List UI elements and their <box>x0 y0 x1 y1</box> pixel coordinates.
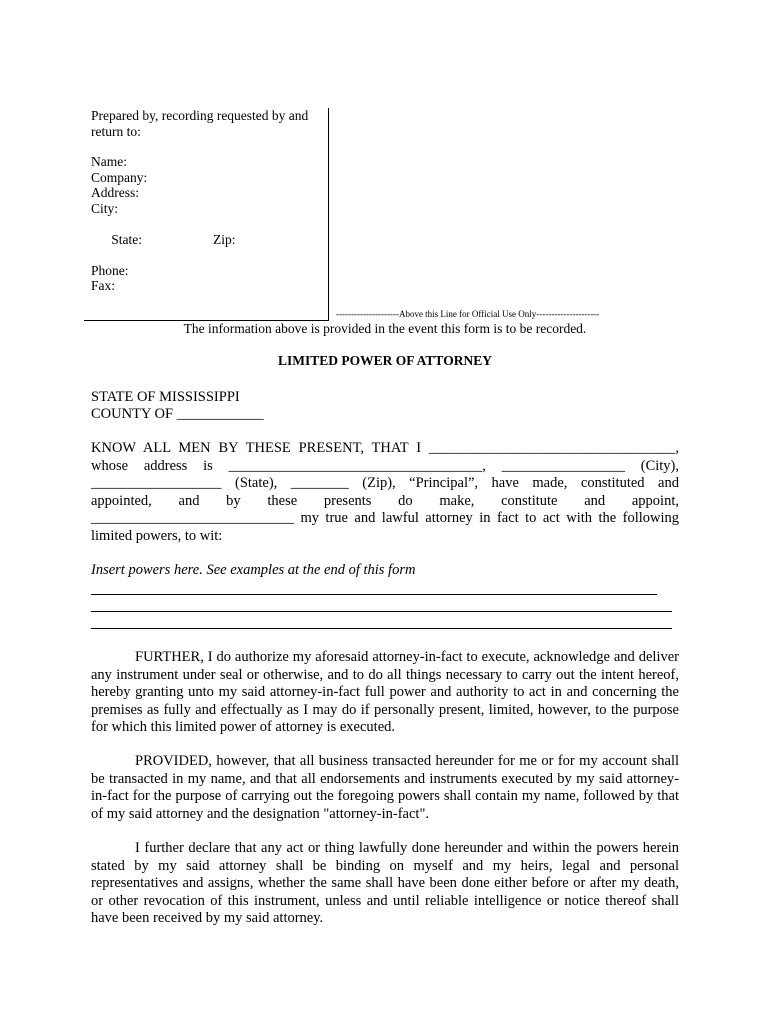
powers-blank-line-3 <box>91 628 672 629</box>
prepared-by-block <box>91 108 331 294</box>
state-label: State: <box>111 231 142 247</box>
powers-instruction: Insert powers here. See examples at the end of this form <box>91 562 416 578</box>
official-use-line: ---------------------Above this Line for Official Use Only--------------------- <box>336 309 600 319</box>
know-all-line-2: whose address is ___________________________________, _________________ (City), <box>91 457 679 474</box>
document-title: LIMITED POWER OF ATTORNEY <box>278 353 492 368</box>
venue-block <box>91 389 264 423</box>
recording-info-text: The information above is provided in the event this form is to be recorded. <box>183 321 587 336</box>
state-zip-row <box>91 216 331 263</box>
powers-blank-line-2 <box>91 611 672 612</box>
county-line: COUNTY OF ____________ <box>91 406 264 422</box>
phone-label: Phone: <box>91 262 129 278</box>
know-all-paragraph <box>91 440 679 545</box>
state-line: STATE OF MISSISSIPPI <box>91 389 240 405</box>
know-all-line-5: ____________________________ my true and lawful attorney in fact to act with the following <box>91 510 679 526</box>
declare-paragraph: I further declare that any act or thing lawfully done hereunder and within the powers herein stated by my said attorney shall be binding on myself and my heirs, legal and personal representatives and assigns, whether the same shall have been done either before or after my death, or other revocation of this instrument, unless and until reliable intelligence or notice thereof shall have been received by my said attorney. <box>91 840 679 926</box>
city-label: City: <box>91 200 119 216</box>
prepared-by-text: Prepared by, recording requested by and <box>91 108 309 123</box>
name-label: Name: <box>91 154 127 169</box>
know-all-line-6: limited powers, to wit: <box>91 527 223 544</box>
address-label: Address: <box>91 185 139 200</box>
further-paragraph: FURTHER, I do authorize my aforesaid attorney-in-fact to execute, acknowledge and deliver any instrument under seal or otherwise, and to do all things necessary to carry out the intent hereof, hereby granting unto my said attorney-in-fact full power and authority to act in and concerning the premises as fully and effectually as I may do if personally present, limited, however, to the purpose for which this limited power of attorney is executed. <box>91 649 679 735</box>
zip-label: Zip: <box>213 231 236 247</box>
know-all-line-4: appointed, and by these presents do make, constitute and appoint, <box>91 492 679 509</box>
fax-label: Fax: <box>91 278 116 293</box>
provided-paragraph: PROVIDED, however, that all business transacted hereunder for me or for my account shall be transacted in my name, and that all endorsements and instruments executed by my said attorney-in-fact for the purpose of carrying out the foregoing powers shall contain my name, followed by that of my said attorney and the designation "attorney-in-fact". <box>91 753 679 822</box>
know-all-line-1: KNOW ALL MEN BY THESE PRESENT, THAT I __________________________________, <box>91 440 679 456</box>
recording-box-divider <box>328 108 329 321</box>
company-label: Company: <box>91 169 148 185</box>
powers-blank-line-1 <box>91 594 657 595</box>
return-to-text: return to: <box>91 123 141 139</box>
know-all-line-3: __________________ (State), ________ (Zip), “Principal”, have made, constituted and <box>91 475 679 491</box>
